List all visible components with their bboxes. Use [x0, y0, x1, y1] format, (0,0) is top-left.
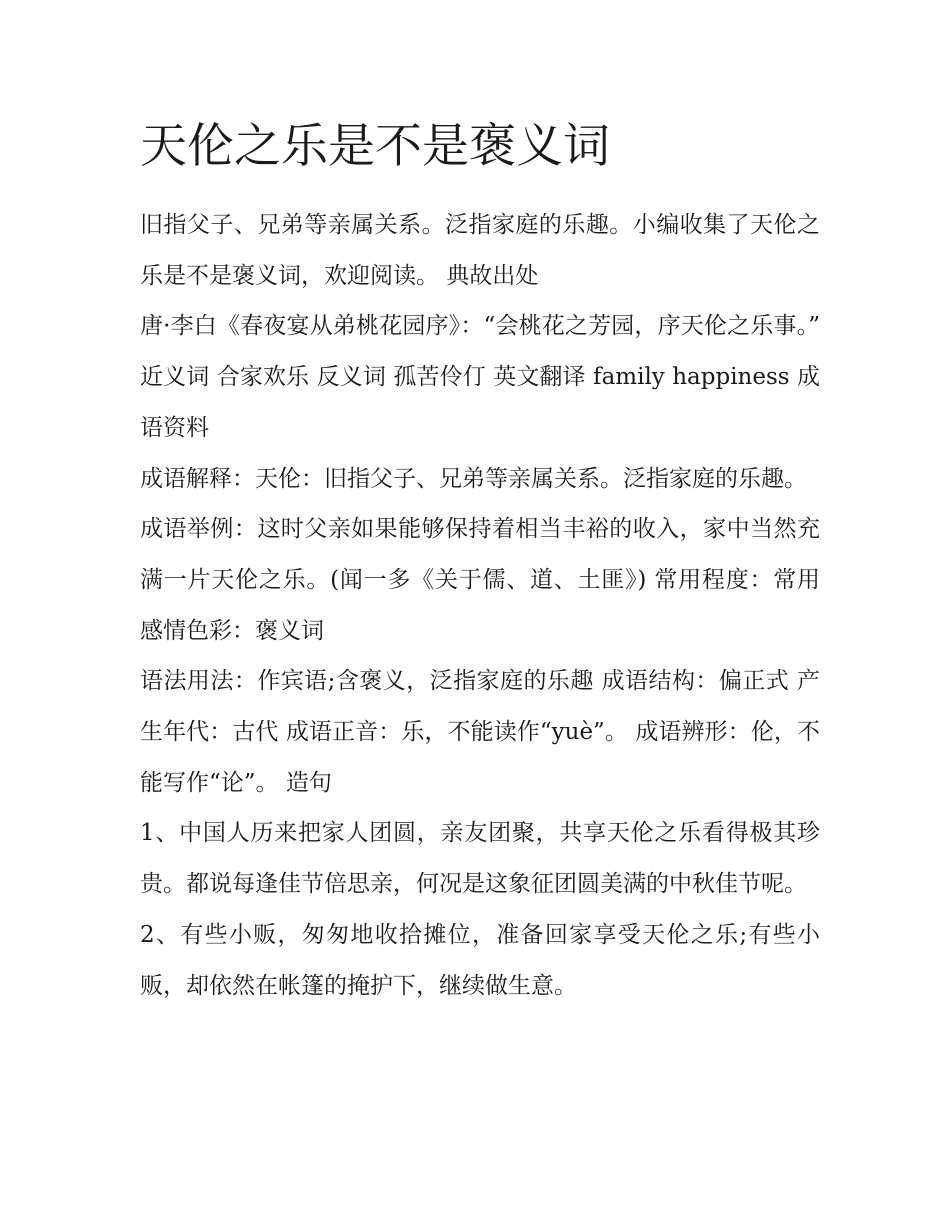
paragraph-usage: 语法用法：作宾语;含褒义，泛指家庭的乐趣 成语结构：偏正式 产生年代：古代 成语正音：乐，不能读作“yuè”。 成语辨形：伦，不能写作“论”。 造句 — [140, 668, 820, 796]
paragraph-explanation: 成语解释：天伦：旧指父子、兄弟等亲属关系。泛指家庭的乐趣。 — [140, 465, 807, 492]
paragraph-sentence-1: 1、中国人历来把家人团圆，亲友团聚，共享天伦之乐看得极其珍贵。都说每逢佳节倍思亲，何况是这象征团圆美满的中秋佳节呢。 — [140, 820, 820, 898]
paragraph-source: 唐·李白《春夜宴从弟桃花园序》：“会桃花之芳园，序天伦之乐事。” 近义词 合家欢乐 反义词 孤苦伶仃 英文翻译 family happiness 成语资料 — [140, 313, 820, 441]
paragraph-sentence-2: 2、有些小贩，匆匆地收拾摊位，准备回家享受天伦之乐;有些小贩，却依然在帐篷的掩护下，继续做生意。 — [140, 921, 820, 999]
document-page — [140, 112, 820, 1011]
paragraph-example: 成语举例：这时父亲如果能够保持着相当丰裕的收入，家中当然充满一片天伦之乐。(闻一多《关于儒、道、土匪》) 常用程度：常用 感情色彩：褒义词 — [140, 516, 820, 644]
document-title: 天伦之乐是不是褒义词 — [140, 119, 610, 174]
paragraph-intro: 旧指父子、兄弟等亲属关系。泛指家庭的乐趣。小编收集了天伦之乐是不是褒义词，欢迎阅读。 典故出处 — [140, 212, 820, 289]
